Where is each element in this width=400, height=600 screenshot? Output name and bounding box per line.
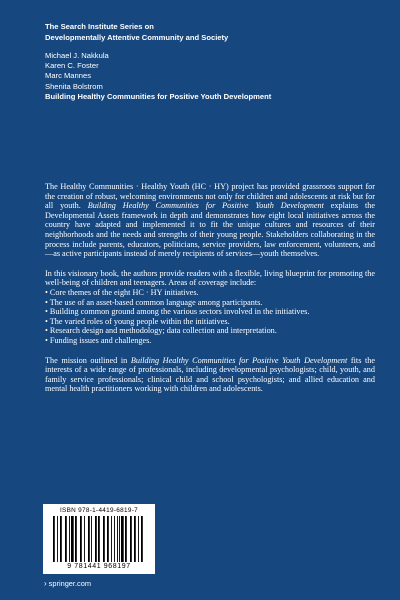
isbn-label: ISBN 978-1-4419-6819-7 [59,507,138,514]
coverage-list [45,288,375,346]
barcode-bar [138,516,139,562]
barcode-bar [134,516,136,562]
publisher-link[interactable] [44,579,91,588]
barcode-bar [80,516,82,562]
description-paragraph: In this visionary book, the authors provide readers with a flexible, living blueprint for promoting the well-being of children and teenagers. Areas of coverage include: [45,268,375,288]
barcode-bar [98,516,100,562]
coverage-list-item: • Building common ground among the various sectors involved in the initiatives. [45,307,310,317]
series-title-line-2: Developmentally Attentive Community and Society [45,32,229,42]
barcode-bar [69,516,70,562]
barcode-bar [111,516,112,562]
author-name: Marc Mannes [45,71,92,81]
series-title [45,22,375,43]
barcode-bar [75,516,77,562]
barcode-bar [107,516,109,562]
barcode-bar [84,516,85,562]
italic-book-title: Building Healthy Communities for Positive Youth Development [130,355,348,365]
paragraph-text: The Healthy Communities · Healthy Youth (HC · HY) project has provided grassroots support for the creation of robust, welcoming environments not only for children and adolescents at risk but for all youth. [45,182,375,211]
barcode-bars [51,516,147,562]
barcode-bar [71,516,74,562]
author-name: Michael J. Nakkula [45,51,109,60]
author-name: Karen C. Foster [45,61,99,71]
description-paragraph [45,182,375,259]
italic-book-title: Building Healthy Communities for Positive Youth Development [87,201,324,211]
barcode-bar [88,516,90,562]
coverage-list-item: • Research design and methodology; data collection and interpretation. [45,326,277,336]
paragraph-text: fits the interests of a wide range of professionals, including developmental psychologists; child, youth, and family service professionals; clinical child and school psychologists; and allied education and mental health practitioners working with children and adolescents. [45,355,375,394]
description-text [45,182,375,404]
barcode-bar [114,516,115,562]
description-paragraph [45,356,375,394]
series-title-line-1: The Search Institute Series on [45,22,154,31]
isbn-barcode [43,504,155,574]
barcode-bar [117,516,118,562]
barcode-bar [103,516,105,562]
barcode-bar [141,516,143,562]
barcode-bar [65,516,67,562]
book-title: Building Healthy Communities for Positive Youth Development [45,91,272,101]
barcode-number: 9 781441 968197 [67,563,131,570]
barcode-bar [60,516,62,562]
barcode-bar [91,516,92,562]
barcode-bar [119,516,120,562]
paragraph-text: explains the Developmental Assets framework in depth and demonstrates how eight local initiatives across the country have adapted and implemented it to fit the unique cultures and resources of their neighborhoods and the needs and strengths of their young people. Stakeholders collaborating in the process include parents, educators, politicians, service providers, law enforcement, volunteers, and—as active participants instead of merely recipients of services—youth themselves. [45,201,375,259]
author-list [45,51,375,92]
barcode-bar [130,516,132,562]
barcode-bar [125,516,127,562]
barcode-bar [53,516,55,562]
chevron-right-icon: › [44,579,47,588]
coverage-list-item: • Core themes of the eight HC · HY initiatives. [45,287,199,297]
coverage-list-item: • Funding issues and challenges. [45,335,152,345]
series-header [45,22,375,102]
coverage-list-item: • The varied roles of young people within the initiatives. [45,316,230,326]
coverage-list-item: • The use of an asset-based common language among participants. [45,297,263,307]
barcode-bar [95,516,97,562]
author-name: Shenita Bolstrom [45,81,103,91]
paragraph-text: The mission outlined in [45,355,131,365]
barcode-bar [121,516,124,562]
barcode-bar [57,516,58,562]
publisher-url: springer.com [48,579,91,588]
